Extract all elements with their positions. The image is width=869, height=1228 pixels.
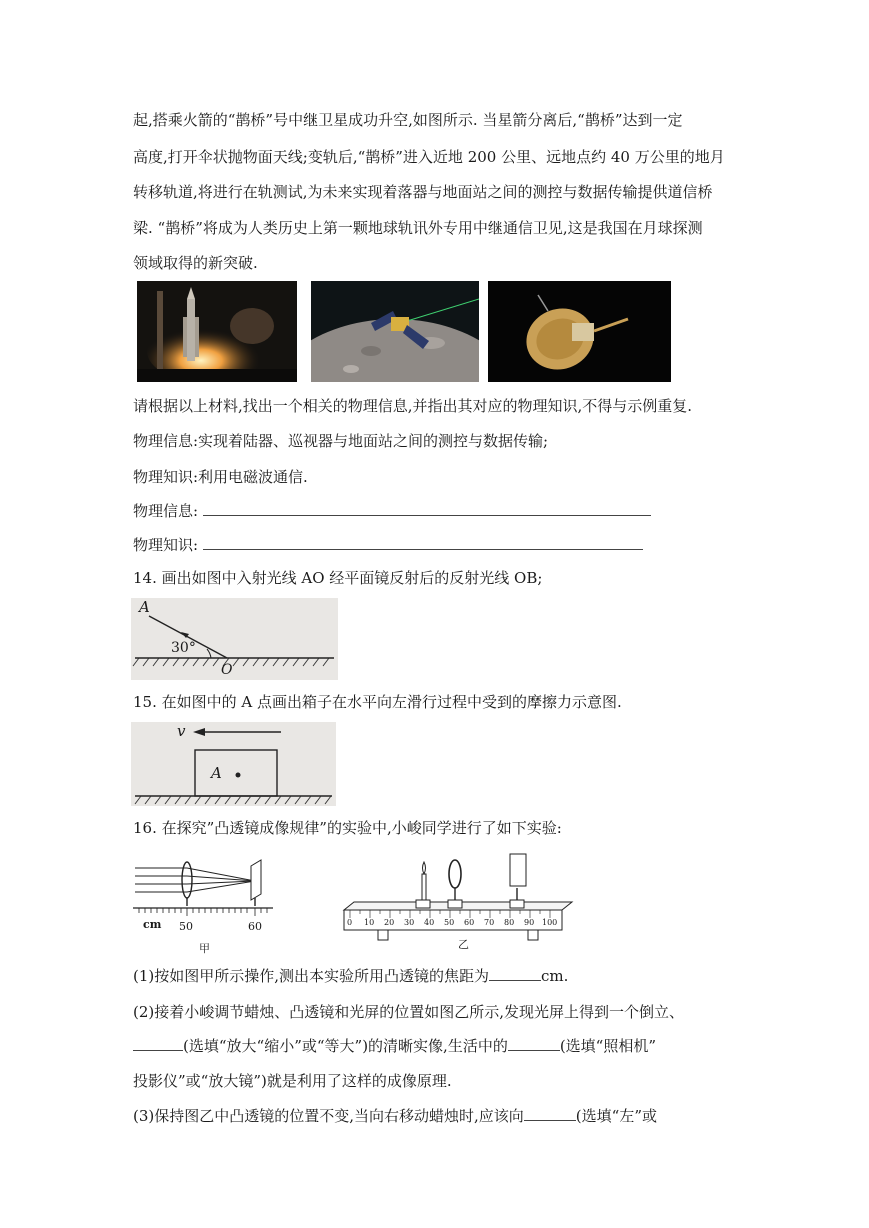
q13-info-row (133, 501, 651, 521)
q16-sub2-line2 (133, 1036, 656, 1056)
velocity-label: v (177, 722, 186, 740)
q16-sub3 (133, 1106, 657, 1126)
scale-50: 50 (444, 918, 455, 927)
q16-focal-length-blank[interactable] (489, 966, 541, 981)
q16-sub1 (133, 966, 568, 986)
q13-info-answer-blank[interactable] (203, 501, 651, 516)
mirror-reflection-diagram (131, 598, 338, 680)
q13-example-info: 物理信息:实现着陆器、巡视器与地面站之间的测控与数据传输; (133, 432, 549, 450)
optical-bench-diagram (336, 848, 576, 958)
q16-question: 16. 在探究”凸透镜成像规律”的实验中,小峻同学进行了如下实验: (133, 819, 562, 837)
passage-line-5: 领域取得的新突破. (133, 254, 258, 272)
passage-line-4: 梁. “鹊桥”将成为人类历史上第一颗地球轨讯外专用中继通信卫见,这是我国在月球探测 (133, 219, 703, 237)
sliding-box-diagram (131, 722, 336, 806)
scale-30: 30 (404, 918, 415, 927)
figure-caption-jia: 甲 (199, 942, 210, 955)
scale-90: 90 (524, 918, 535, 927)
scale-70: 70 (484, 918, 495, 927)
point-a-label: A (211, 764, 222, 782)
q16-sub2-line1: (2)接着小峻调节蜡烛、凸透镜和光屏的位置如图乙所示,发现光屏上得到一个倒立、 (133, 1003, 685, 1021)
scale-60: 60 (464, 918, 475, 927)
point-o-label: O (221, 662, 233, 678)
q13-instruction: 请根据以上材料,找出一个相关的物理信息,并指出其对应的物理知识,不得与示例重复. (133, 397, 693, 415)
point-a-label: A (139, 598, 150, 616)
rocket-launch-photo (137, 281, 297, 382)
scale-80: 80 (504, 918, 515, 927)
scale-10: 10 (364, 918, 375, 927)
scale-20: 20 (384, 918, 395, 927)
q16-image-size-blank[interactable] (133, 1036, 183, 1051)
q15-question: 15. 在如图中的 A 点画出箱子在水平向左滑行过程中受到的摩擦力示意图. (133, 693, 622, 711)
q16-sub1-unit: cm. (541, 967, 569, 985)
scale-40: 40 (424, 918, 435, 927)
passage-line-1: 起,搭乘火箭的“鹊桥”号中继卫星成功升空,如图所示. 当星箭分离后,“鹊桥”达到一定 (133, 111, 683, 129)
angle-label: 30° (171, 640, 196, 656)
focal-length-diagram (133, 848, 275, 958)
q16-sub1-text: (1)按如图甲所示操作,测出本实验所用凸透镜的焦距为 (133, 967, 490, 985)
q16-sub2-text-b: (选填“照相机” (559, 1037, 657, 1055)
q16-sub2-text-a: (选填“放大“缩小”或“等大”)的清晰实像,生活中的 (183, 1037, 508, 1055)
passage-line-3: 转移轨道,将进行在轨测试,为未来实现着落器与地面站之间的测控与数据传输提供道信桥 (133, 183, 713, 201)
q16-sub2-line3: 投影仪”或“放大镜”)就是利用了这样的成像原理. (133, 1072, 452, 1090)
q14-question: 14. 画出如图中入射光线 AO 经平面镜反射后的反射光线 OB; (133, 569, 543, 587)
q13-info-label: 物理信息: (133, 502, 199, 520)
q13-knowledge-answer-blank[interactable] (203, 535, 643, 550)
relay-satellite-antenna-photo (488, 281, 671, 382)
scale-0: 0 (347, 918, 353, 927)
figure-caption-yi: 乙 (458, 938, 469, 951)
unit-label: cm (143, 918, 162, 931)
tick-60-label: 60 (248, 920, 262, 933)
tick-50-label: 50 (179, 920, 193, 933)
q13-knowledge-row (133, 535, 643, 555)
q16-direction-blank[interactable] (524, 1106, 576, 1121)
scale-100: 100 (542, 918, 558, 927)
q16-device-blank[interactable] (508, 1036, 560, 1051)
q16-sub3-tail: (选填“左”或 (575, 1107, 657, 1125)
satellite-over-moon-photo (311, 281, 479, 382)
q13-example-knowledge: 物理知识:利用电磁波通信. (133, 468, 308, 486)
passage-line-2: 高度,打开伞状抛物面天线;变轨后,“鹊桥”进入近地 200 公里、远地点约 40 万公里的地月 (133, 148, 725, 166)
q13-knowledge-label: 物理知识: (133, 536, 199, 554)
q16-sub3-text: (3)保持图乙中凸透镜的位置不变,当向右移动蜡烛时,应该向 (133, 1107, 524, 1125)
